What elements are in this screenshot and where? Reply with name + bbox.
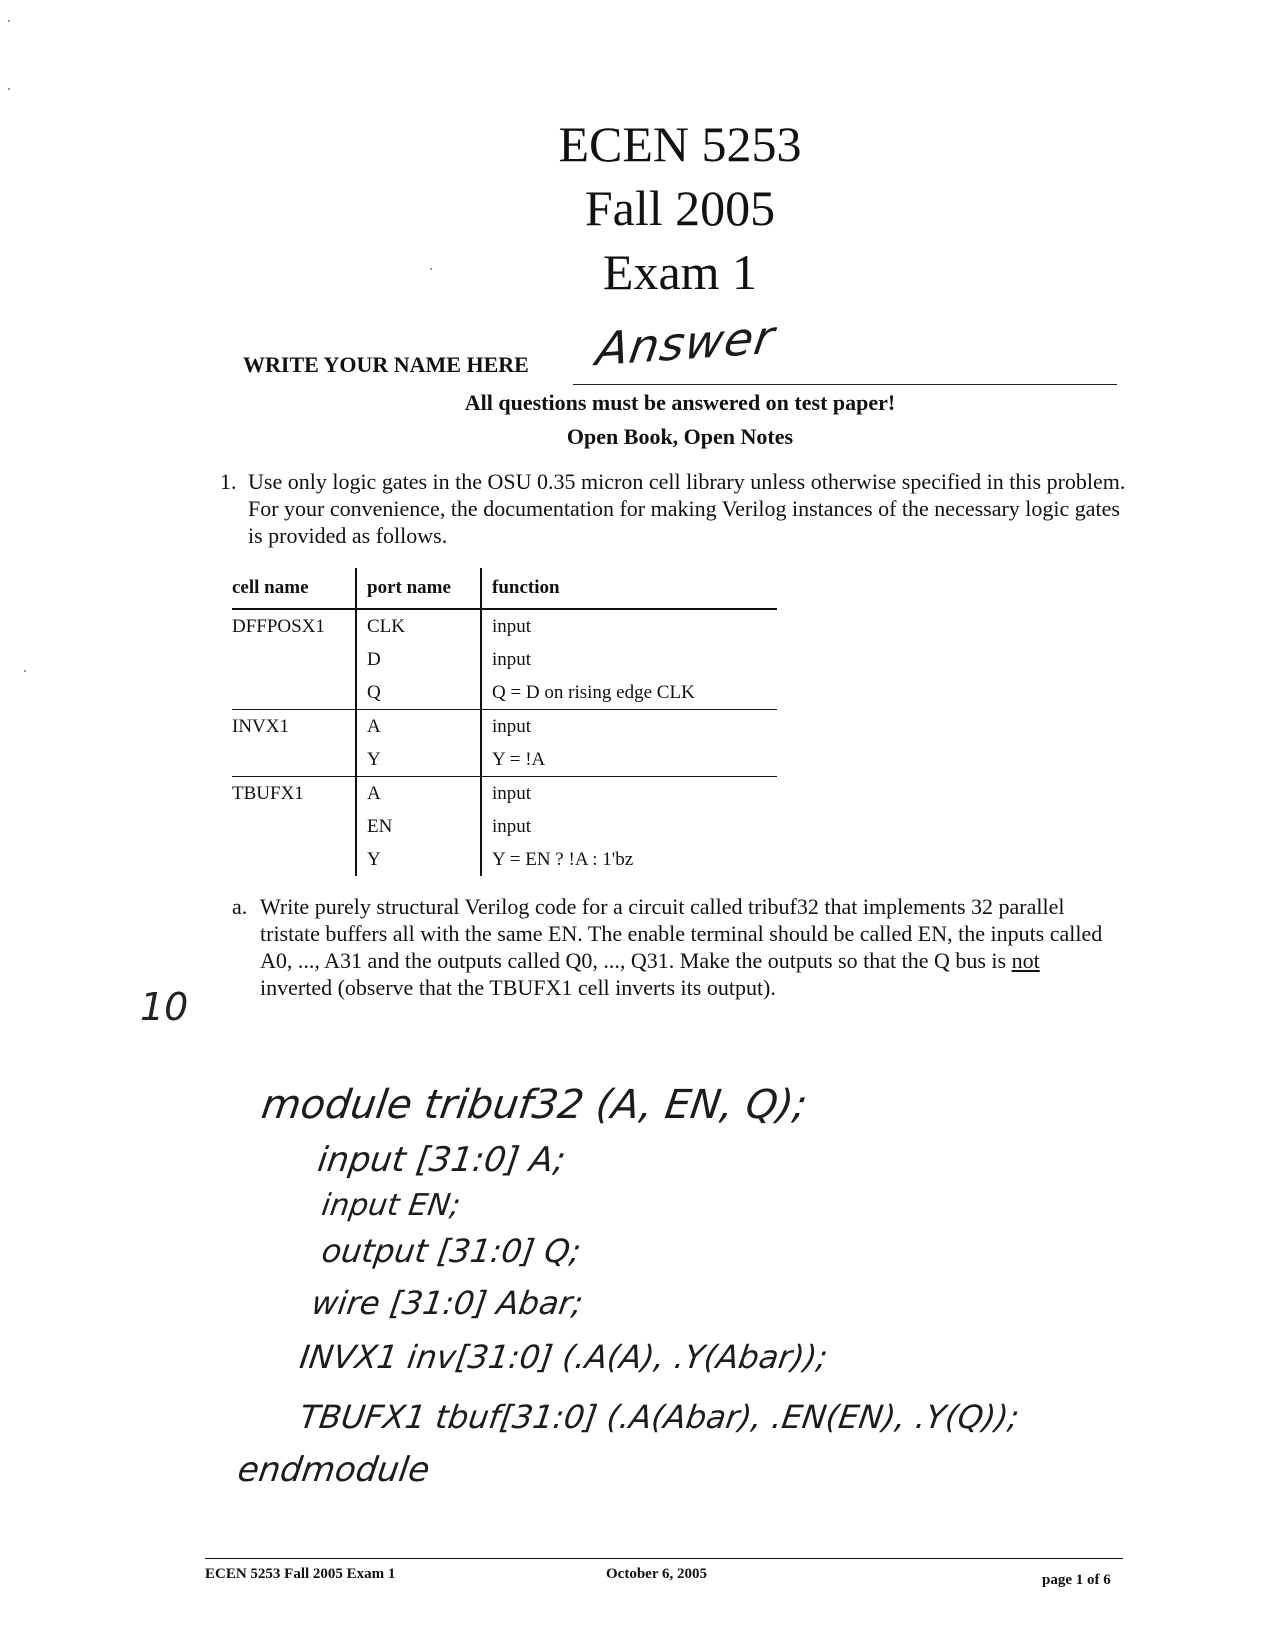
answer-line: INVX1 inv[31:0] (.A(A), .Y(Abar));: [297, 1338, 831, 1376]
cell-name: INVX1: [232, 715, 289, 737]
table-row: [232, 609, 777, 643]
handwritten-score: 10: [140, 985, 189, 1029]
handwritten-name: Answer: [593, 309, 779, 377]
table-row: [232, 743, 777, 777]
footer-left: ECEN 5253 Fall 2005 Exam 1: [205, 1566, 396, 1582]
cell-library-table: [232, 568, 777, 876]
cell-name: [232, 643, 356, 676]
question-1-text: Use only logic gates in the OSU 0.35 micron cell library unless otherwise specified in this problem. For your convenience, the documentation for making Verilog instances of the necessary logic gates is provided as follows.: [248, 469, 1126, 548]
port-name: A: [356, 710, 481, 744]
footer-rule: [205, 1558, 1123, 1559]
course-title: ECEN 5253: [558, 116, 802, 172]
port-name: CLK: [356, 609, 481, 643]
footer-right: page 1 of 6: [1042, 1572, 1111, 1588]
header-function: function: [481, 568, 777, 609]
answer-line: endmodule: [235, 1450, 433, 1490]
table-row: [232, 676, 777, 710]
instruction-line-1: All questions must be answered on test paper!: [464, 390, 896, 415]
cell-name: [232, 676, 356, 710]
port-name: Y: [356, 743, 481, 777]
answer-line: module tribuf32 (A, EN, Q);: [258, 1082, 810, 1128]
cell-name: DFFPOSX1: [232, 615, 325, 637]
port-name: Y: [356, 843, 481, 876]
question-1a-label: a.: [232, 894, 248, 919]
answer-line: output [31:0] Q;: [319, 1232, 584, 1270]
question-1a: [232, 893, 1112, 1001]
table-row: [232, 643, 777, 676]
name-field[interactable]: [243, 309, 1117, 384]
table-row: [232, 710, 777, 744]
name-field-label: WRITE YOUR NAME HERE: [243, 352, 529, 377]
port-function: Y = EN ? !A : 1'bz: [481, 843, 777, 876]
table-row: [232, 777, 777, 811]
answer-line: TBUFX1 tbuf[31:0] (.A(Abar), .EN(EN), .Y(Q));: [297, 1398, 1022, 1436]
cell-name: [232, 810, 356, 843]
answer-line: wire [31:0] Abar;: [309, 1284, 586, 1322]
port-name: Q: [356, 676, 481, 710]
port-function: input: [481, 777, 777, 811]
footer-center: October 6, 2005: [606, 1566, 707, 1582]
exam-title: Exam 1: [602, 244, 758, 300]
port-function: Y = !A: [481, 743, 777, 777]
scan-speck: [8, 20, 10, 22]
port-function: input: [481, 810, 777, 843]
scan-speck: [24, 670, 26, 672]
cell-name: [232, 843, 356, 876]
question-1a-emphasis: not: [1011, 948, 1040, 973]
answer-line: input EN;: [319, 1188, 463, 1223]
table-header-row: [232, 568, 777, 609]
port-name: D: [356, 643, 481, 676]
answer-line: input [31:0] A;: [315, 1140, 569, 1180]
question-1a-text-before: Write purely structural Verilog code for a circuit called tribuf32 that implements 32 parallel tristate buffers all with the same EN. The enable terminal should be called EN, the inputs called A0, ..., A31 and the outputs called Q0, ..., Q31. Make the outputs so that the Q bus is: [260, 894, 1103, 973]
question-1a-text-after: inverted (observe that the TBUFX1 cell inverts its output).: [260, 975, 776, 1000]
port-function: input: [481, 609, 777, 643]
port-function: Q = D on rising edge CLK: [481, 676, 777, 710]
term-title: Fall 2005: [584, 180, 776, 236]
header-cell-name: cell name: [232, 568, 356, 609]
table-row: [232, 843, 777, 876]
port-function: input: [481, 643, 777, 676]
port-name: EN: [356, 810, 481, 843]
question-1: [220, 468, 1130, 549]
table-row: [232, 810, 777, 843]
instruction-line-2: Open Book, Open Notes: [566, 424, 794, 449]
question-1-number: 1.: [220, 469, 237, 494]
scan-speck: [8, 88, 10, 90]
cell-name: TBUFX1: [232, 782, 304, 804]
port-function: input: [481, 710, 777, 744]
question-1a-text: [260, 893, 1112, 1001]
name-underline: [573, 384, 1117, 385]
header-port-name: port name: [356, 568, 481, 609]
port-name: A: [356, 777, 481, 811]
cell-name: [232, 743, 356, 777]
